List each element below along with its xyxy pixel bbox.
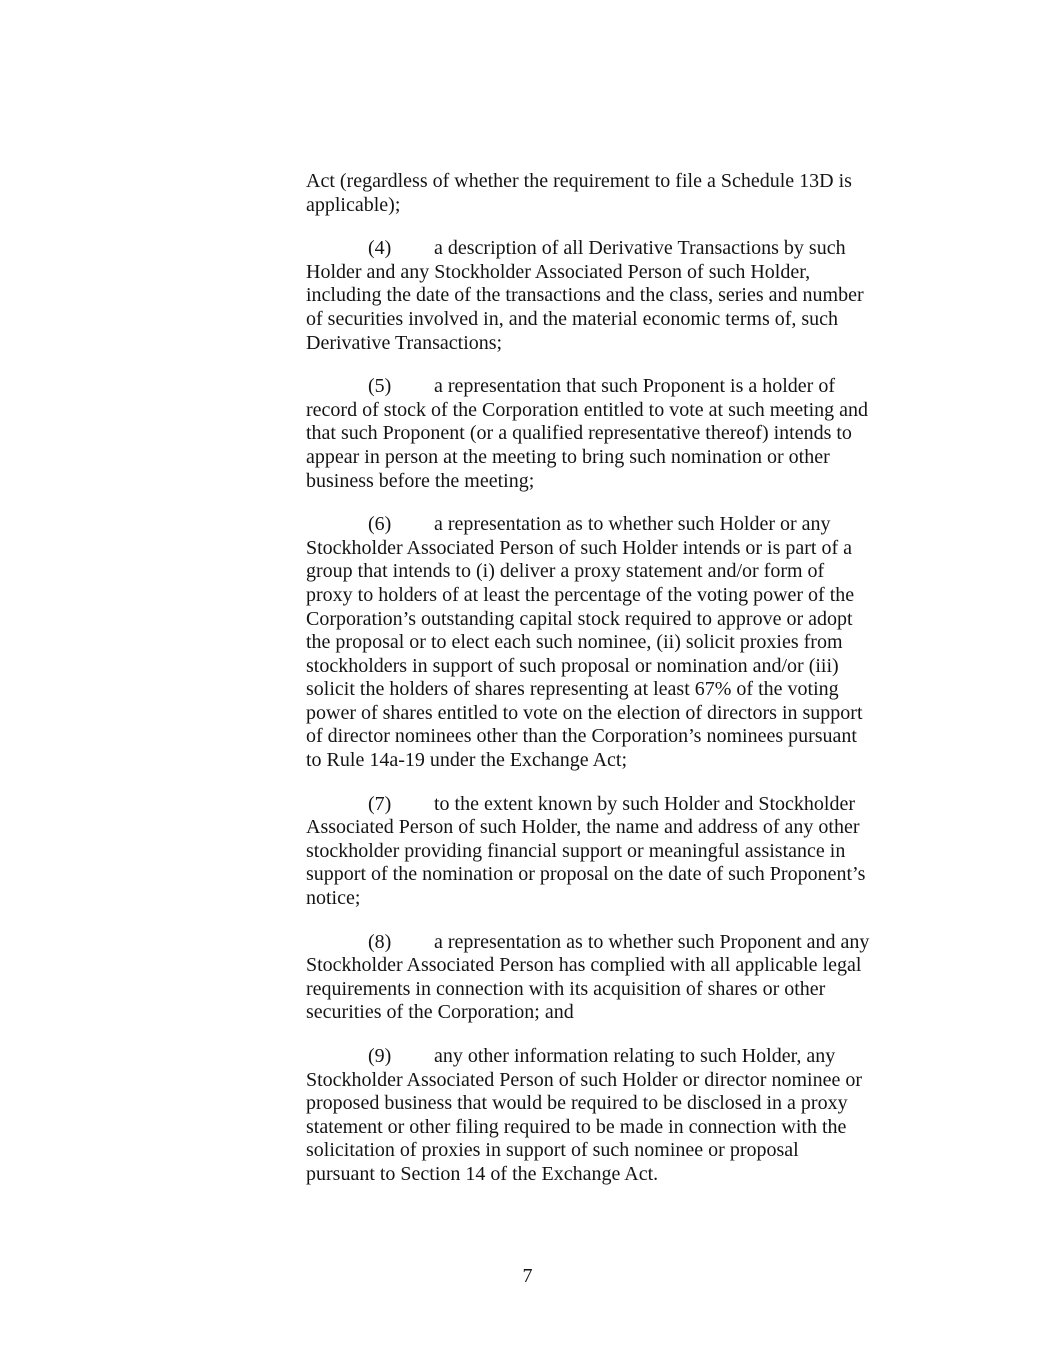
continuation-paragraph xyxy=(306,170,870,217)
clause-text: any other information relating to such Holder, any Stockholder Associated Person of such Holder or director nominee or proposed business that would be required to be disclosed in a proxy statement or other filing required to be made in connection with the solicitation of proxies in support of such nominee or proposal pursuant to Section 14 of the Exchange Act. xyxy=(306,1045,862,1185)
clause-paragraph-6 xyxy=(306,513,870,773)
clause-paragraph-8 xyxy=(306,931,870,1025)
clause-number: (4) xyxy=(368,237,392,260)
document-body xyxy=(306,170,870,1207)
clause-paragraph-4 xyxy=(306,237,870,355)
page-number: 7 xyxy=(522,1265,533,1287)
clause-number: (7) xyxy=(368,792,392,815)
clause-number: (5) xyxy=(368,375,392,398)
clause-text: to the extent known by such Holder and Stockholder Associated Person of such Holder, the name and address of any other stockholder providing financial support or meaningful assistance in support of the nomination or proposal on the date of such Proponent’s notice; xyxy=(306,792,866,910)
clause-text: a representation as to whether such Proponent and any Stockholder Associated Person has complied with all applicable legal requirements in connection with its acquisition of shares or other securities of the Corporation; and xyxy=(306,930,870,1024)
clause-paragraph-5 xyxy=(306,375,870,493)
clause-number: (8) xyxy=(368,930,392,953)
clause-number: (9) xyxy=(368,1045,392,1067)
paragraph-text: Act (regardless of whether the requirement to file a Schedule 13D is applicable); xyxy=(306,170,852,216)
clause-text: a description of all Derivative Transactions by such Holder and any Stockholder Associated Person of such Holder, including the date of the transactions and the class, series and number of securities involved in, and the material economic terms of, such Derivative Transactions; xyxy=(306,237,864,354)
clause-number: (6) xyxy=(368,513,392,536)
clause-text: a representation that such Proponent is a holder of record of stock of the Corporation entitled to vote at such meeting and that such Proponent (or a qualified representative thereof) intends to appear in person at the meeting to bring such nomination or other business before the meeting; xyxy=(306,375,869,492)
clause-paragraph-7 xyxy=(306,793,870,911)
clause-text: a representation as to whether such Holder or any Stockholder Associated Person of such Holder intends or is part of a group that intends to (i) deliver a proxy statement and/or form of proxy to holders of at least the percentage of the voting power of the Corporation’s outstanding capital stock required to approve or adopt the proposal or to elect each such nominee, (ii) solicit proxies from stockholders in support of such proposal or nomination and/or (iii) solicit the holders of shares representing at least 67% of the voting power of shares entitled to vote on the election of directors in support of director nominees other than the Corporation’s nominees pursuant to Rule 14a-19 under the Exchange Act; xyxy=(306,513,863,772)
clause-paragraph-9 xyxy=(306,1045,870,1187)
